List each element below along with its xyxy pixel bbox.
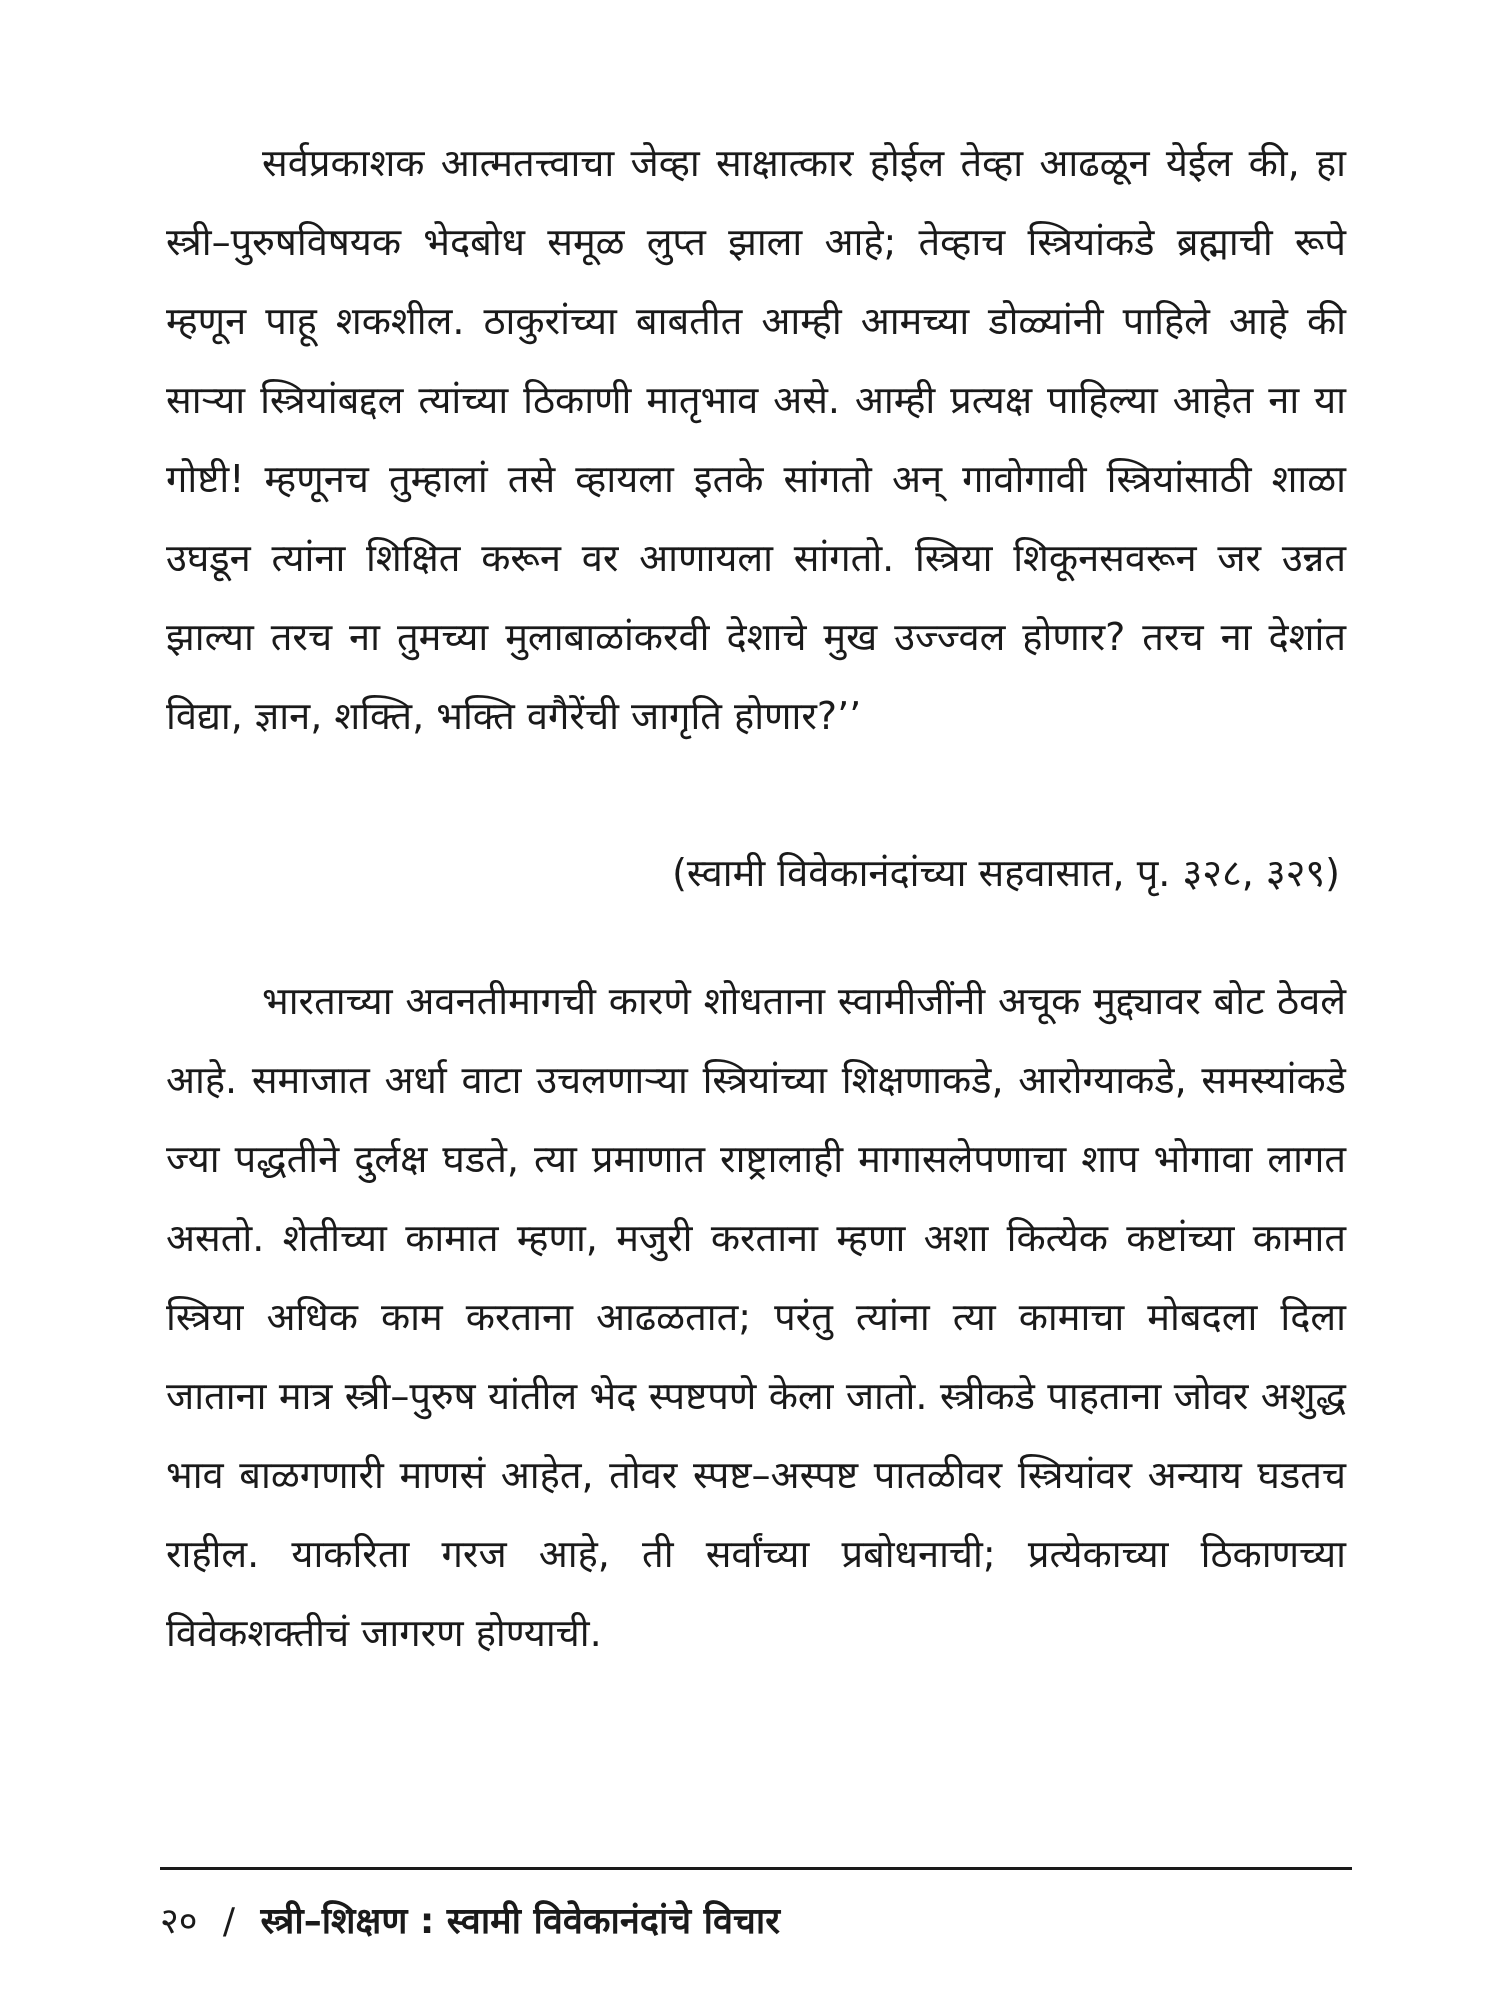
- quote-citation: (स्वामी विवेकानंदांच्या सहवासात, पृ. ३२८, ३२९): [672, 851, 1340, 895]
- footer-separator: /: [222, 1901, 236, 1942]
- paragraph-quote-continuation: सर्वप्रकाशक आत्मतत्त्वाचा जेव्हा साक्षात्कार होईल तेव्हा आढळून येईल की, हा स्त्री–पुरुषविषयक भेदबोध समूळ लुप्त झाला आहे; तेव्हाच स्त्रियांकडे ब्रह्माची रूपे म्हणून पाहू शकशील. ठाकुरांच्या बाबतीत आम्ही आमच्या डोळ्यांनी पाहिले आहे की साऱ्या स्त्रियांबद्दल त्यांच्या ठिकाणी मातृभाव असे. आम्ही प्रत्यक्ष पाहिल्या आहेत ना या गोष्टी! म्हणूनच तुम्हालां तसे व्हायला इतके सांगतो अन् गावोगावी स्त्रियांसाठी शाळा उघडून त्यांना शिक्षित करून वर आणायला सांगतो. स्त्रिया शिकूनसवरून जर उन्नत झाल्या तरच ना तुमच्या मुलाबाळांकरवी देशाचे मुख उज्ज्वल होणार? तरच ना देशांत विद्या, ज्ञान, शक्ति, भक्ति वगैरेंची जागृति होणार?’’: [166, 141, 1346, 738]
- paragraph-commentary: भारताच्या अवनतीमागची कारणे शोधताना स्वामीजींनी अचूक मुद्द्यावर बोट ठेवले आहे. समाजात अर्धा वाटा उचलणाऱ्या स्त्रियांच्या शिक्षणाकडे, आरोग्याकडे, समस्यांकडे ज्या पद्धतीने दुर्लक्ष घडते, त्या प्रमाणात राष्ट्रालाही मागासलेपणाचा शाप भोगावा लागत असतो. शेतीच्या कामात म्हणा, मजुरी करताना म्हणा अशा कित्येक कष्टांच्या कामात स्त्रिया अधिक काम करताना आढळतात; परंतु त्यांना त्या कामाचा मोबदला दिला जाताना मात्र स्त्री–पुरुष यांतील भेद स्पष्टपणे केला जातो. स्त्रीकडे पाहताना जोवर अशुद्ध भाव बाळगणारी माणसं आहेत, तोवर स्पष्ट–अस्पष्ट पातळीवर स्त्रियांवर अन्याय घडतच राहील. याकरिता गरज आहे, ती सर्वांच्या प्रबोधनाची; प्रत्येकाच्या ठिकाणच्या विवेकशक्तीचं जागरण होण्याची.: [166, 979, 1346, 1655]
- page-footer: [160, 1900, 780, 1944]
- footer-divider: [160, 1867, 1352, 1870]
- page-number: २०: [160, 1901, 198, 1942]
- running-title: स्त्री–शिक्षण : स्वामी विवेकानंदांचे विचार: [260, 1901, 780, 1942]
